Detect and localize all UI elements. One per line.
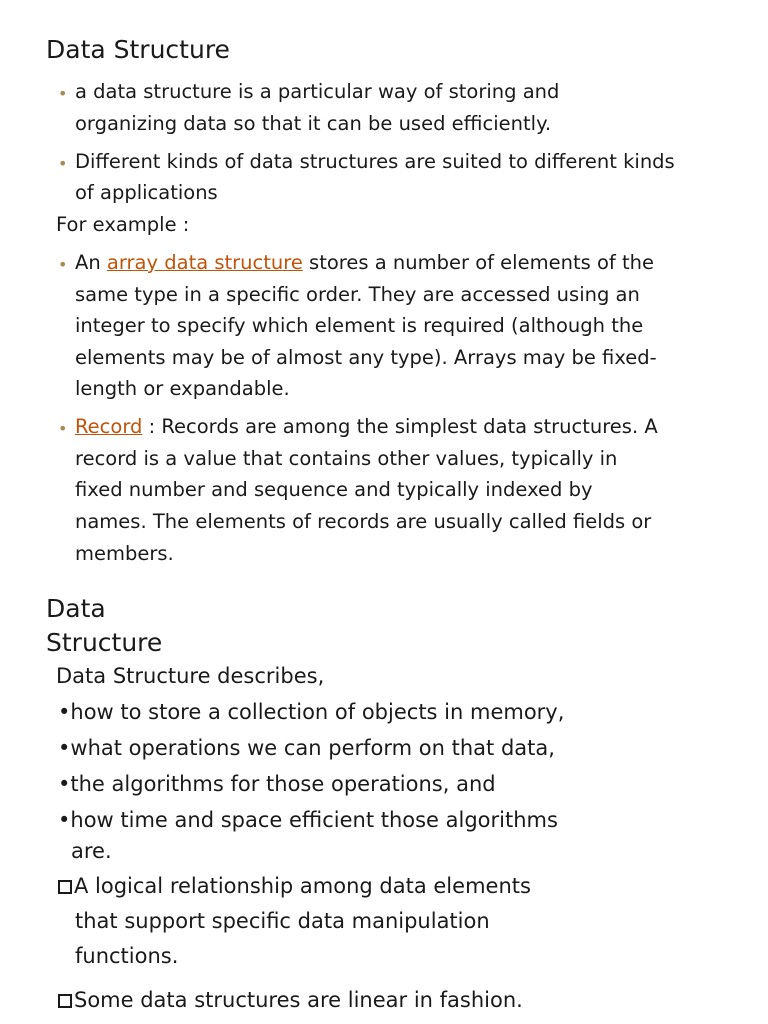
- square-bullet2: Some data structures are linear in fashion.: [58, 983, 523, 1018]
- bullet-dot: •: [58, 255, 68, 274]
- square-bullet1-line2: that support specific data manipulation: [75, 909, 490, 933]
- bullet2-line1: Different kinds of data structures are suited to different kinds: [75, 150, 675, 173]
- bullet3-prefix: An: [75, 251, 107, 274]
- record-link[interactable]: Record: [75, 415, 143, 438]
- bullet3-line5: length or expandable.: [75, 377, 290, 400]
- slide2-bullet3: •the algorithms for those operations, and: [58, 772, 496, 796]
- bullet3-line3: integer to specify which element is required (although the: [75, 314, 644, 337]
- bullet2-line2: of applications: [75, 181, 218, 204]
- slide2-bullet2: •what operations we can perform on that data,: [58, 736, 555, 760]
- bullet-dot: •: [58, 772, 71, 796]
- bullet3-rest: stores a number of elements of the: [302, 251, 654, 274]
- bullet-dot: •: [58, 84, 68, 103]
- bullet1-line2: organizing data so that it can be used efficiently.: [75, 112, 552, 135]
- slide2-intro: Data Structure describes,: [56, 664, 325, 688]
- slide1-title: Data Structure: [46, 35, 230, 64]
- bullet-dot: •: [58, 808, 71, 832]
- bullet4-line1: [75, 411, 658, 443]
- bullet4-line3: fixed number and sequence and typically indexed by: [75, 478, 593, 501]
- bullet4-rest: : Records are among the simplest data structures. A: [142, 415, 658, 438]
- slide2-bullet1: •how to store a collection of objects in memory,: [58, 700, 565, 724]
- square-bullet-icon: [58, 880, 72, 894]
- bullet3-line1: [75, 247, 654, 279]
- bullet4-line2: record is a value that contains other values, typically in: [75, 447, 618, 470]
- slide2-bullet4-cont: are.: [71, 839, 112, 863]
- slide2-title-line1: Data: [46, 594, 106, 623]
- bullet4-line5: members.: [75, 542, 174, 565]
- array-data-structure-link[interactable]: array data structure: [106, 251, 303, 274]
- square-bullet1-line3: functions.: [75, 944, 179, 968]
- square-bullet-icon: [58, 994, 72, 1008]
- slide2-bullet4: •how time and space efficient those algorithms: [58, 808, 558, 832]
- bullet3-line4: elements may be of almost any type). Arrays may be fixed-: [75, 346, 657, 369]
- bullet3-line2: same type in a specific order. They are accessed using an: [75, 283, 640, 306]
- bullet-dot: •: [58, 736, 71, 760]
- bullet-dot: •: [58, 154, 68, 173]
- bullet-dot: •: [58, 419, 68, 438]
- bullet-dot: •: [58, 700, 71, 724]
- square-bullet1-line1: A logical relationship among data elements: [58, 869, 531, 904]
- bullet1-line1: a data structure is a particular way of storing and: [75, 80, 560, 103]
- bullet4-line4: names. The elements of records are usually called fields or: [75, 510, 652, 533]
- example-label: For example :: [56, 213, 190, 236]
- slide2-title-line2: Structure: [46, 628, 163, 657]
